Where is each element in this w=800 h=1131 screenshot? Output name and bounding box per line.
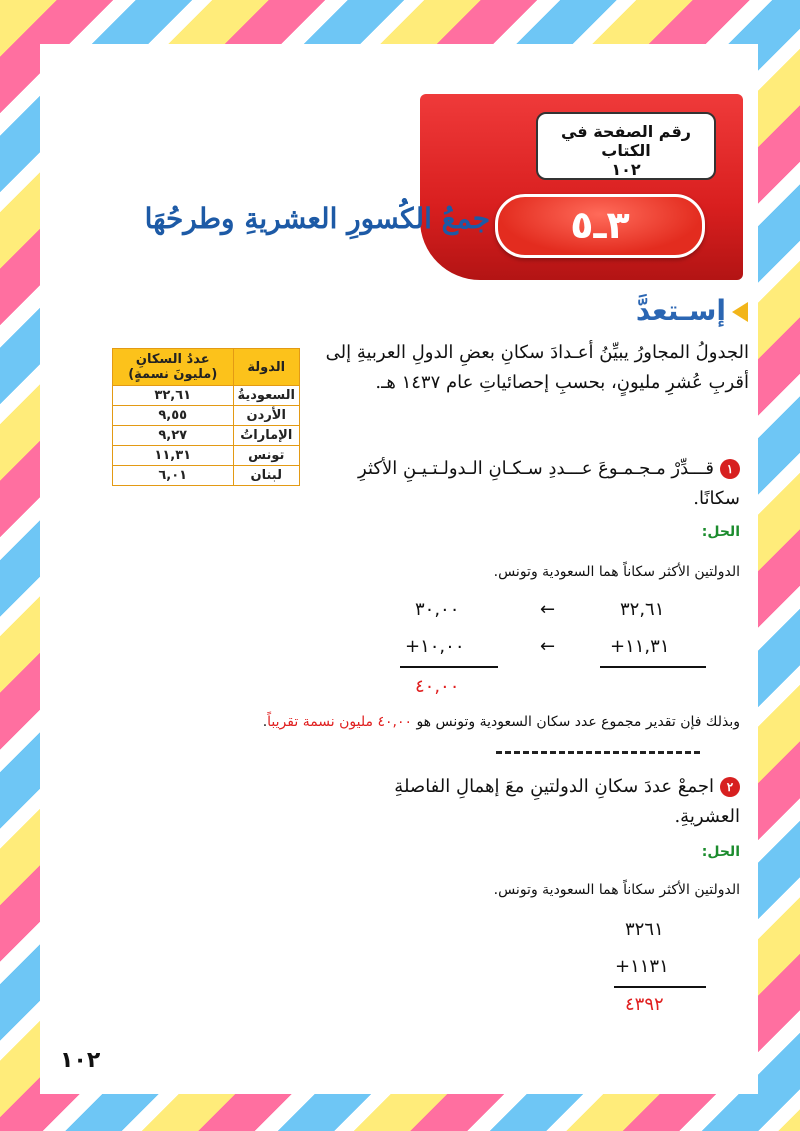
q2-sum-result: ٤٣٩٢ — [625, 994, 664, 1015]
q1-solution-line: الدولتين الأكثر سكاناً هما السعودية وتونس. — [493, 564, 740, 580]
question-2-badge: ٢ — [720, 777, 740, 797]
table-header-row — [113, 349, 300, 386]
table-header-country: الدولة — [233, 349, 300, 386]
q1-solution-label: الحل: — [701, 524, 740, 540]
q1-calc-value-1: ٣٢,٦١ — [620, 599, 665, 620]
q1-estimate-result: ٤٠,٠٠ — [415, 676, 460, 697]
q2-solution-label: الحل: — [701, 844, 740, 860]
table-cell-country: الأردن — [233, 406, 300, 426]
table-cell-population: ٩,٥٥ — [113, 406, 234, 426]
table-row — [113, 386, 300, 406]
page-reference-number: ١٠٢ — [611, 160, 641, 179]
lesson-number: ٣ـ٥ — [495, 194, 705, 258]
table-cell-country: السعوديةُ — [233, 386, 300, 406]
section-heading-text: إسـتعدَّ — [635, 294, 726, 327]
q1-conclusion-prefix: وبذلك فإن تقدير مجموع عدد سكان السعودية وتونس هو — [416, 714, 740, 730]
question-2-text: اجمعْ عددَ سكانِ الدولتينِ معَ إهمالِ الفاصلةِ العشريةِ. — [394, 776, 740, 827]
table-cell-population: ٩,٢٧ — [113, 426, 234, 446]
table-row — [113, 446, 300, 466]
section-heading — [580, 294, 748, 334]
intro-paragraph: الجدولُ المجاورُ يبيِّنُ أعـدادَ سكانِ بعضِ الدولِ العربيةِ إلى أقربِ عُشرِ مليونٍ، بحسبِ إحصائياتِ عام ١٤٣٧ هـ. — [325, 342, 749, 393]
question-1 — [340, 454, 740, 514]
q1-conclusion — [180, 714, 740, 730]
arrow-icon — [732, 302, 748, 322]
q2-sum-line — [614, 986, 706, 988]
page-reference-title: رقم الصفحة في الكتاب — [560, 122, 692, 160]
q1-arrow-2: ← — [540, 636, 560, 657]
question-1-badge: ١ — [720, 459, 740, 479]
lesson-title: جمعُ الكُسورِ العشريةِ وطرحُهَا — [144, 202, 490, 235]
table-cell-country: لبنان — [233, 466, 300, 486]
question-1-text: قـــدِّرْ مـجـمـوعَ عـــددِ سـكـانِ الـدولـتـيـنِ الأكثرِ سكانًا. — [358, 458, 740, 509]
page — [40, 44, 758, 1094]
q1-conclusion-suffix: . — [262, 714, 268, 730]
table-cell-population: ١١,٣١ — [113, 446, 234, 466]
q1-calc-estimate-1: ٣٠,٠٠ — [415, 599, 460, 620]
page-reference-box — [536, 112, 716, 180]
q2-calc-value-1: ٣٢٦١ — [625, 919, 664, 940]
q1-calc-value-2: +١١,٣١ — [610, 636, 670, 657]
table-cell-population: ٦,٠١ — [113, 466, 234, 486]
table-row — [113, 406, 300, 426]
table-cell-country: الإماراتُ — [233, 426, 300, 446]
q1-arrow-1: ← — [540, 599, 560, 620]
table-row — [113, 466, 300, 486]
question-2 — [336, 772, 740, 832]
q1-calc-estimate-2: +١٠,٠٠ — [405, 636, 465, 657]
table-header-population: عددُ السكانِ (مليونَ نسمةٍ) — [113, 349, 234, 386]
page-number: ١٠٢ — [60, 1048, 101, 1073]
table-cell-country: تونس — [233, 446, 300, 466]
q1-conclusion-value: ٤٠,٠٠ مليون نسمة تقريباً — [267, 714, 412, 730]
q1-sum-line-right — [600, 666, 706, 668]
population-table — [112, 348, 300, 486]
q2-calc-value-2: +١١٣١ — [615, 956, 669, 977]
q2-solution-line: الدولتين الأكثر سكاناً هما السعودية وتونس. — [493, 882, 740, 898]
section-divider — [496, 751, 700, 754]
q1-sum-line-left — [400, 666, 498, 668]
table-row — [113, 426, 300, 446]
table-cell-population: ٣٢,٦١ — [113, 386, 234, 406]
